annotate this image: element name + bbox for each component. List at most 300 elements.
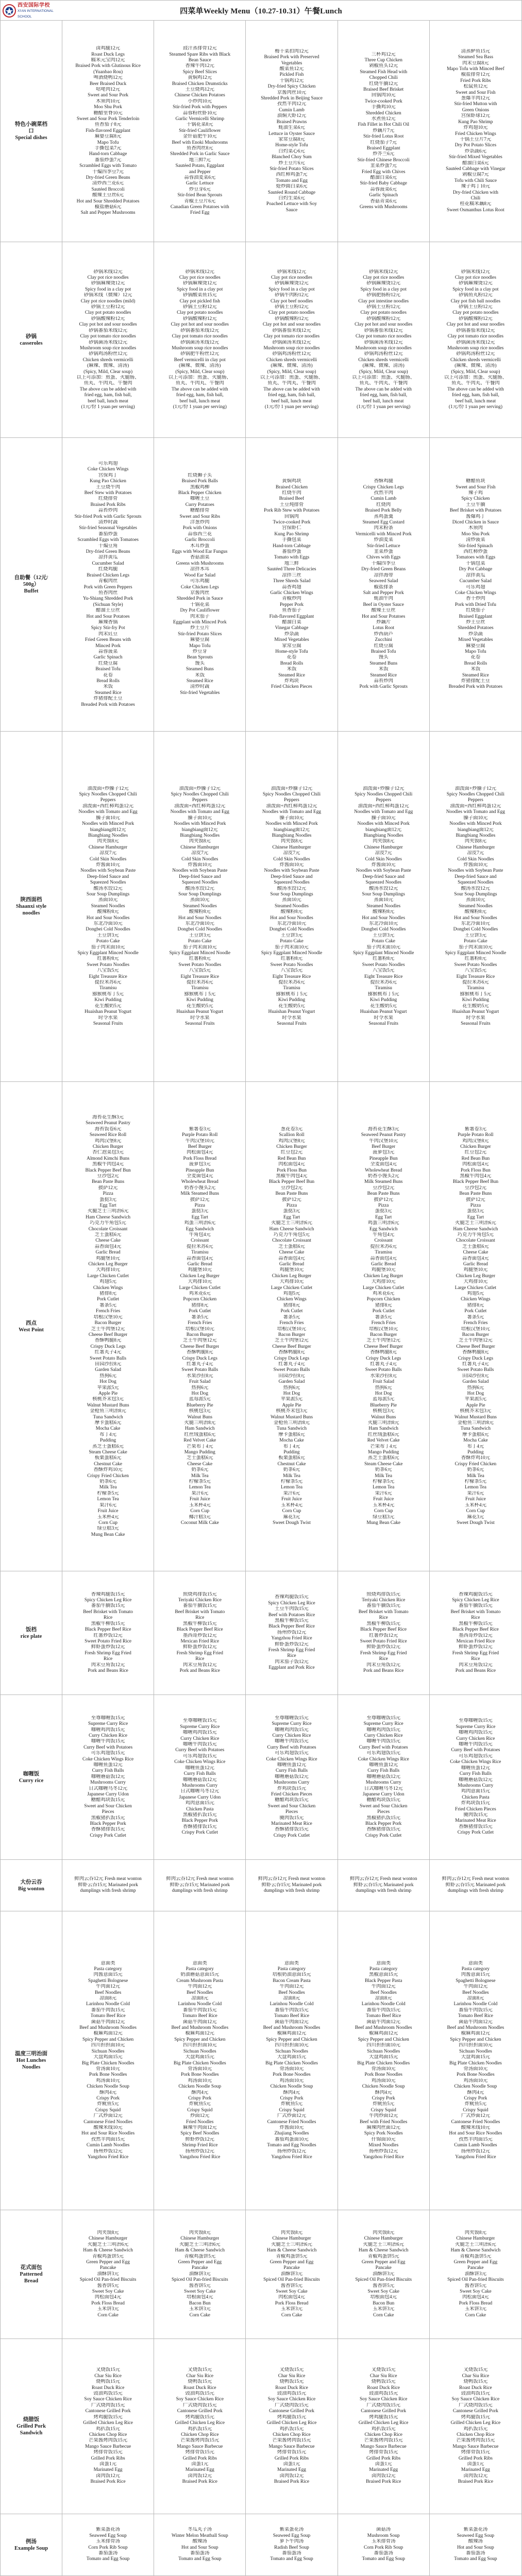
menu-item-line: 砂锅麻辣烫12元 <box>366 281 401 286</box>
menu-item-line: 猪排8元 <box>283 1302 300 1308</box>
menu-item-line: Corn Cake <box>465 2312 486 2318</box>
menu-item-line: Three Shreds Salad <box>273 579 311 584</box>
menu-item-line: Tomato and Egg Soup <box>178 2556 222 2562</box>
menu-item-line: Egg Tart <box>99 1202 116 1208</box>
menu-item-line: 炒芥兰6元 <box>373 151 395 157</box>
menu-item-line: The above can be added with <box>171 386 228 392</box>
menu-cell-day-1 <box>62 2514 154 2575</box>
menu-item-line: Noodles with Tomato and Egg <box>262 809 322 815</box>
menu-item-line: 牛肉面12元 <box>96 1984 121 1990</box>
menu-item-line: Fish-flavored Eggplant <box>269 614 314 619</box>
menu-item-line: Rice <box>379 1615 388 1621</box>
menu-cell-day-4 <box>338 242 430 437</box>
menu-item-line: Biangbiang Noodles <box>88 833 128 838</box>
menu-item-line: 炸鸡块饭15元 <box>277 1786 307 1791</box>
category-label-line: 饭档 <box>26 1626 37 1633</box>
menu-item-line: Rice <box>471 1615 480 1621</box>
menu-item-line: 炒藕片 <box>376 619 391 625</box>
menu-item-line: 热狗6元 <box>283 1385 300 1391</box>
menu-item-line: 油泼面+西红柿鸡蛋12元 <box>174 803 226 809</box>
menu-item-line: 麻婆豆腐 <box>190 637 210 643</box>
menu-item-line: 可乐鸡翅 <box>466 584 485 590</box>
menu-item-line: 干煸四季豆 <box>371 561 396 566</box>
menu-item-line: 豉油鸡饭15元 <box>93 2391 123 2397</box>
menu-item-line: Eggplant with Minced Pork <box>173 619 227 625</box>
menu-item-line: 炸鸡块饭15元 <box>461 1801 491 1806</box>
menu-item-line: Pork and Beans Rice <box>363 1668 404 1673</box>
menu-item-line: 木耳炒蛋 <box>190 543 210 549</box>
menu-item-line: Steamed Rice <box>278 672 305 678</box>
menu-item-line: Red Velvet Cake <box>367 1438 400 1444</box>
menu-cell-day-5 <box>430 2339 521 2514</box>
menu-item-line: fried egg, ham, fish ball, <box>451 393 499 398</box>
menu-item-line: Biangbiang Noodles <box>456 833 496 838</box>
menu-item-line: Fish-flavored Eggplant <box>86 128 130 133</box>
menu-item-line: 花生酸奶5元 <box>187 1003 213 1009</box>
menu-item-line: Pork Cutlet <box>280 1309 303 1314</box>
menu-item-line: Mexican Fried Rice <box>456 1638 495 1644</box>
menu-item-line: 骨汤面10元 <box>188 2066 212 2072</box>
menu-item-line: 红薯丸子4元 <box>187 1361 213 1367</box>
menu-item-line: Hot Dog <box>467 1391 484 1396</box>
menu-item-line: Black Pepper Beef Rice <box>85 1627 131 1633</box>
menu-item-line: 什锦面10元 <box>371 2137 396 2142</box>
menu-item-line: 火腿芝士三明治6元 <box>363 2242 405 2247</box>
menu-item-line: 鲜虾云吞15元 Marinated pork <box>78 1882 138 1888</box>
menu-item-line: Yangzhou Fried Rice <box>179 2155 221 2160</box>
menu-item-line: 披萨12元 <box>466 1197 485 1202</box>
menu-item-line: 砂锅酸辣粉12元 <box>91 316 125 321</box>
menu-item-line: Cantonese Fried Noodles <box>83 2119 132 2125</box>
menu-item-line: 肉夹馍8元 <box>97 839 119 844</box>
menu-item-line: 时令水果 <box>98 1015 118 1021</box>
menu-item-line: Kiwi Pudding <box>462 997 490 1003</box>
menu-item-line: Beef and Mushroom Noodles <box>171 2025 229 2031</box>
menu-item-line: Big Plate Chicken Noodles <box>81 2060 134 2066</box>
menu-item-line: 花生酸奶5元 <box>94 1003 122 1009</box>
menu-item-line: Rice <box>195 1656 205 1662</box>
menu-item-line: Hot and Sour Noodles <box>178 915 222 921</box>
menu-item-line: 肉夹馍8元 <box>464 2230 486 2235</box>
menu-item-line: beef ball, lunch meat <box>455 398 496 404</box>
menu-item-line: Crispy Squid <box>463 2107 489 2113</box>
menu-item-line: 鸡扒饭15元 <box>279 2426 304 2432</box>
menu-item-line: Clay pot tomato rice noodles <box>447 334 504 340</box>
menu-item-line: 酸汤水饺12元 <box>461 886 491 891</box>
menu-item-line: Black Pepper Pork <box>181 1818 218 1824</box>
menu-item-line: 蚝油牛肉 <box>374 596 393 602</box>
menu-item-line: 肉松面包4元 <box>462 2295 489 2300</box>
menu-item-line: Ham & Cheese Sandwich <box>175 2248 225 2253</box>
menu-item-line: 西红柿炒蛋 <box>463 549 488 555</box>
menu-item-line: 照烧鸡排饭15元 <box>366 1591 401 1597</box>
menu-item-line: 麻辣肉丝面12元 <box>366 2125 401 2130</box>
menu-item-line: Yangzhou Fried Rice <box>87 2155 129 2160</box>
menu-item-line: Beef Brisket with Tomato <box>83 1609 133 1615</box>
menu-row-9 <box>1 1911 521 2210</box>
menu-item-line: Dongbei Cold Noodles <box>453 927 498 933</box>
menu-item-line: 酸辣汤 <box>468 2539 483 2545</box>
menu-item-line: 以上可添加：煎蛋、火腿肠、 <box>352 375 415 380</box>
menu-item-line: 酸汤水饺12元 <box>185 886 214 891</box>
menu-item-line: 花卷 <box>287 655 297 660</box>
menu-item-line: 茄子肉末面10元 <box>366 944 401 950</box>
menu-item-line: Eggs with Wood Ear Fungus <box>172 549 228 555</box>
menu-item-line: Noodles with Minced Pork <box>357 821 410 827</box>
menu-cell-day-2 <box>154 242 246 437</box>
menu-item-line: Fruit Juice <box>465 1497 486 1502</box>
menu-item-line: 菠萝包3元 <box>189 1162 211 1167</box>
menu-item-line: Coke Chicken Wings Rice <box>358 1756 409 1762</box>
menu-item-line: 肉夹馍8元 <box>189 839 211 844</box>
menu-item-line: 卤蛋1元 <box>375 2461 392 2467</box>
menu-item-line: Pork Floss Bun <box>277 1167 307 1173</box>
menu-item-line: 苹果派5元 <box>280 1397 303 1402</box>
menu-item-line: 肉酱意面15元 <box>93 1972 123 1978</box>
menu-item-line: 米饭 <box>378 667 389 672</box>
menu-item-line: Seaweed Egg Soup <box>89 2533 127 2538</box>
menu-item-line: Hot and Sour Potatoes <box>86 614 130 619</box>
menu-item-line: Deep-fried Sauce and <box>87 874 129 879</box>
menu-item-line: Pancake <box>283 2265 300 2271</box>
menu-item-line: Spicy Pepper and Chicken <box>82 2037 134 2042</box>
menu-item-line: 红豆包2元 <box>280 1150 303 1156</box>
menu-item-line: Pudding <box>467 1450 484 1455</box>
menu-item-line: Coke Chicken Wings <box>455 590 496 596</box>
menu-item-line: Tuna Sandwich <box>460 1426 491 1432</box>
menu-item-line: Curry Beef with Potatoes <box>175 1748 225 1753</box>
menu-item-line: 骨汤面10元 <box>463 2066 488 2072</box>
menu-item-line: Biangbiang Noodles <box>272 833 312 838</box>
menu-item-line: 扬州炒饭12元 <box>277 1630 307 1635</box>
menu-item-line: Clay pot tomato rice noodles <box>263 334 320 340</box>
menu-item-line: Tomatoes with Eggs <box>456 555 496 561</box>
menu-cell-day-3 <box>246 1695 338 1859</box>
menu-item-line: Shredded Potatoes <box>458 625 494 631</box>
menu-item-line: 薯条5元 <box>283 1314 300 1320</box>
menu-item-line: Tomato and Egg Soup <box>86 2556 130 2562</box>
menu-cell-day-1 <box>62 2210 154 2338</box>
menu-item-line: 炸酱面10元 <box>371 862 396 868</box>
menu-item-line: 炸鱿鱼5元 <box>280 2102 303 2107</box>
menu-item-line: Big Plate Chicken Noodles <box>265 2060 318 2066</box>
menu-item-line: 麻花3元 <box>467 1514 484 1520</box>
menu-item-line: Roast Duck Rice <box>367 2385 400 2391</box>
menu-item-line: 香酥猪排饭15元 <box>275 1827 309 1833</box>
menu-item-line: Cumin Lamb Noodles <box>454 2143 497 2148</box>
menu-item-line: 芒果酱烤肉饭15元 <box>364 2438 403 2444</box>
menu-item-line: 米饭 <box>287 667 297 672</box>
menu-item-line: 咖喱鱼蛋12元 <box>461 1765 491 1771</box>
menu-item-line: 酥肉4元 <box>99 2090 116 2095</box>
menu-item-line: Pork Cutlet <box>97 1297 120 1302</box>
menu-item-line: 芒果酱烤肉饭15元 <box>89 2438 128 2444</box>
menu-item-line: Braised Eggplant <box>459 614 493 619</box>
menu-item-line: 金针菇肥牛10元 <box>182 134 217 140</box>
menu-item-line: 肉夹馍8元 <box>464 839 486 844</box>
menu-item-line: Mushroom soup rice noodles <box>263 345 320 351</box>
menu-cell-day-3 <box>246 1911 338 2210</box>
menu-item-line: Roast Duck Rice <box>91 2385 125 2391</box>
menu-item-line: Deep-fried Sauce and <box>454 874 497 879</box>
menu-item-line: Steamed Noodles <box>91 903 125 909</box>
menu-item-line: 肉夹馍8元 <box>189 2230 211 2235</box>
menu-item-line: fried egg, ham, fish ball, <box>268 393 315 398</box>
menu-item-line: 玉米排骨汤 <box>371 2539 396 2545</box>
menu-item-line: 咖喱鸡肉饭15元 <box>182 1730 217 1736</box>
menu-item-line: 布丁4元 <box>283 1444 300 1449</box>
menu-item-line: 鲜虾云吞15元 Marinated pork <box>261 1882 322 1888</box>
menu-item-line: 烤鸡腿饭15元 <box>369 2414 398 2420</box>
menu-item-line: 紫菜蛋花汤 <box>279 2527 304 2533</box>
menu-item-line: Purple Potato Roll <box>182 1132 218 1138</box>
menu-item-line: French Fries <box>96 1309 121 1314</box>
menu-item-line: 干锅花菜8元 <box>187 122 213 128</box>
menu-item-line: 米饭 <box>195 672 205 678</box>
menu-cell-day-4 <box>338 2514 430 2575</box>
menu-item-line: Huaishan Peanut Yogurt <box>360 1009 407 1015</box>
menu-item-line: 提拉米苏6元 <box>462 980 489 986</box>
menu-item-line: Mushrooms Curry <box>365 1780 401 1786</box>
menu-item-line: dumplings with fresh shrimp <box>447 1888 503 1894</box>
menu-item-line: (麻辣、微辣、清汤) <box>362 363 405 369</box>
menu-item-line: 红丝绒蛋糕6元 <box>367 1432 399 1437</box>
menu-item-line: 番茄牛肉饭15元 <box>366 2007 401 2013</box>
menu-item-line: Tomato Beef Rice <box>90 2013 126 2019</box>
menu-item-line: 红烧鸡腿 <box>98 567 118 572</box>
menu-item-line: 蛋挞3元 <box>467 1209 484 1214</box>
menu-item-line: 蒸鸡蛋羹 <box>374 514 393 519</box>
menu-item-line: Bean Paste Buns <box>459 1191 492 1197</box>
menu-item-line: 板栗蛋糕6元 <box>278 1455 305 1461</box>
menu-item-line: Corn Cup <box>374 1509 393 1514</box>
menu-item-line: 松鼠鱼12元 <box>463 84 488 90</box>
menu-item-line: 砂锅番茄米线12元 <box>89 328 128 333</box>
menu-item-line: 鸡翅5元 <box>99 1279 116 1285</box>
menu-item-line: 薯条5元 <box>99 1302 116 1308</box>
menu-item-line: Breaded Pork with Potatoes <box>81 702 135 707</box>
menu-row-10 <box>1 2210 521 2339</box>
menu-item-line: Mushrooms Curry <box>90 1780 126 1786</box>
menu-item-line: Spicy Eggplant Minced Noodle <box>169 951 231 956</box>
menu-item-line: Clay pot tomato rice noodles <box>80 334 136 340</box>
menu-item-line: 牛肉炒面12元 <box>369 2113 398 2119</box>
menu-item-line: 鸡汤面10元 <box>371 2078 396 2083</box>
menu-item-line: 土豆饼3元 <box>280 933 303 938</box>
menu-item-line: Curry Potatoes <box>185 502 214 507</box>
menu-item-line: 砂锅菌汤米线12元 <box>180 340 220 345</box>
menu-item-line: Clay pot rice noodles <box>454 275 496 281</box>
menu-item-line: 臊子面10元 <box>371 815 396 821</box>
menu-item-line: Stir-fried Cauliflower <box>179 128 221 133</box>
menu-cell-day-4 <box>338 1911 430 2210</box>
menu-item-line: 清炒时蔬 <box>190 684 210 690</box>
menu-item-line: 菌菇牛肉面12元 <box>91 2019 125 2025</box>
menu-item-line: dumplings with fresh shrimp <box>172 1888 228 1894</box>
menu-item-line: 土豆饼3元 <box>373 933 395 938</box>
menu-item-line: Fresh Shrimp Egg Fried <box>176 1650 223 1656</box>
menu-item-line: Noodles with Minced Pork <box>81 821 134 827</box>
menu-item-line: 日式咖喱乌冬12元 <box>364 1786 403 1791</box>
menu-item-line: Chicken Leg Burger <box>364 1273 403 1279</box>
menu-item-line: Sweet Dough Twist <box>457 1520 495 1526</box>
menu-item-line: Curry Chicken Rice <box>89 1733 128 1738</box>
menu-item-line: 蛋挞3元 <box>283 1209 300 1214</box>
menu-item-line: Tiramisu <box>375 986 392 991</box>
menu-item-line: Soy Sauce Chicken Rice <box>176 2397 224 2402</box>
menu-item-line: 芒果布丁4元 <box>370 1444 397 1449</box>
menu-item-line: 肉夹馍8元 <box>97 2230 119 2235</box>
menu-item-line: Pork Bone Noodles <box>364 2072 402 2078</box>
menu-item-line: Shredded Pork in Beijing Sauce <box>261 96 323 101</box>
menu-item-line: 牛角包4元 <box>373 1232 395 1238</box>
menu-item-line: Noodles with Tomato and Egg <box>170 809 229 815</box>
menu-item-line: Supreme Curry Rice <box>272 1721 312 1727</box>
menu-item-line: Green Pepper and Egg <box>270 2259 314 2265</box>
category-label-line: Example Soup <box>14 2545 48 2551</box>
menu-cell-day-5 <box>430 2514 521 2575</box>
menu-item-line: 菌菇汤 <box>376 2527 391 2533</box>
menu-item-line: 凉皮7元 <box>191 851 209 856</box>
menu-item-line: Sweet and Sour Pork Tenderloin <box>76 116 140 122</box>
menu-item-line: Dongbei Cold Noodles <box>269 927 314 933</box>
menu-item-line: Spicy food in a clay pot <box>452 286 499 292</box>
menu-item-line: Purple Potato Roll <box>458 1132 494 1138</box>
menu-item-line: Spicy Chicken Leg Rice <box>452 1598 499 1603</box>
menu-item-line: 馒头 <box>195 660 205 666</box>
menu-item-line: Egg Tart <box>375 1214 392 1220</box>
menu-item-line: Black Pepper Pasta <box>365 1978 402 1984</box>
school-emblem-icon <box>3 4 16 18</box>
menu-row-7 <box>1 1695 521 1860</box>
menu-cell-day-4 <box>338 1571 430 1694</box>
menu-item-line: 照烧鸡排饭15元 <box>182 1591 217 1597</box>
menu-item-line: 红薯丸子4元 <box>278 1361 305 1367</box>
menu-item-line: Spicy Beef Noodles <box>180 2131 220 2137</box>
menu-item-line: 提拉米苏6元 <box>187 980 213 986</box>
menu-item-line: Hot Dog <box>375 1391 392 1396</box>
menu-item-line: Wholewheat Bread <box>365 1167 402 1173</box>
menu-item-line: Pancake <box>99 2265 116 2271</box>
menu-item-line: 大盘鸡面15元 <box>369 2055 398 2060</box>
menu-item-line: 麻辣香锅 <box>98 619 118 625</box>
menu-item-line: biangbiang面12元 <box>181 827 218 833</box>
menu-item-line: Cantonese Grilled Pork <box>85 2409 131 2414</box>
menu-item-line: Sweet and Sour Pork <box>88 93 129 98</box>
menu-item-line: Potato Cake <box>464 939 487 944</box>
menu-item-line: Three Cup Chicken <box>364 57 402 63</box>
menu-item-line: Chestnut Cake <box>277 1461 306 1467</box>
menu-item-line: 鸡翅5元 <box>467 1291 484 1297</box>
menu-item-line: 孜然羊肉面15元 <box>91 2137 125 2142</box>
menu-item-line: 酸辣土豆丝 <box>371 608 396 614</box>
menu-item-line: 地三鲜7元 <box>189 157 211 163</box>
menu-item-line: Spaghetti Bolognese <box>88 1978 128 1984</box>
menu-item-line: Yu-Shiang Shredded Pork <box>82 596 133 602</box>
menu-item-line: Curry Fish Balls <box>275 1768 308 1774</box>
menu-item-line: Chicken Pasta <box>186 1806 214 1812</box>
menu-item-line: Mango Sauce Barbecue <box>268 2444 315 2449</box>
menu-item-line: Beef Noodles <box>370 1990 397 1995</box>
menu-item-line: Cream Mushroom Pasta <box>176 1978 224 1984</box>
menu-item-line: Green Pepper and Egg <box>86 2259 130 2265</box>
menu-cell-day-1 <box>62 732 154 1081</box>
menu-item-line: Crispy Squid <box>187 2107 213 2113</box>
menu-item-line: 清蒸鲈鱼15元 <box>461 48 491 54</box>
menu-item-line: Cold Skin Noodles <box>89 856 127 862</box>
menu-item-line: Garlic Bread <box>279 1262 305 1267</box>
category-label <box>1 242 62 437</box>
menu-item-line: 炒西葫芦 <box>374 631 393 637</box>
menu-item-line: Spicy Pepper and Chicken <box>450 2037 501 2042</box>
menu-item-line: 油泼面+炒臊子12元 <box>363 786 405 791</box>
menu-item-line: 香酥鸭腿8元 <box>462 1350 489 1355</box>
menu-item-line: 红薯丸子4元 <box>370 1361 397 1367</box>
menu-item-line: Salt and Pepper Pork <box>363 590 404 596</box>
menu-item-line: Green Pepper and Egg <box>178 2259 222 2265</box>
menu-item-line: Fruit Salad <box>189 1379 211 1385</box>
menu-item-line: Poached Lettuce with Soy <box>266 201 317 207</box>
menu-item-line: 大盘鸡面15元 <box>185 2055 214 2060</box>
menu-item-line: 菠萝包3元 <box>373 1150 395 1156</box>
menu-item-line: 剁椒豆腐7元 <box>462 172 489 178</box>
menu-item-line: 芝士蛋糕6元 <box>94 1232 122 1238</box>
menu-item-line: (1元/份 1 yuan per serving) <box>264 404 319 410</box>
menu-item-line: 红烧排骨 <box>98 496 118 502</box>
menu-item-line: (Spicy, Mild, Clear soup) <box>267 369 316 375</box>
menu-item-line: 炸酱面10元 <box>96 862 121 868</box>
menu-item-line: Pork Cutlet <box>189 1309 211 1314</box>
menu-item-line: Cantonese Grilled Pork <box>268 2409 314 2414</box>
menu-item-line: Black Pepper Beef Rice <box>360 1627 407 1633</box>
menu-item-line: Bread Rolls <box>280 660 304 666</box>
menu-item-line: Bacon Burger <box>278 1332 306 1337</box>
menu-item-line: Beef with Fried Noodles <box>359 2119 408 2125</box>
menu-item-line: Potato Cake <box>372 939 395 944</box>
menu-item-line: 炸鱿鱼5元 <box>373 2102 395 2107</box>
menu-item-line: 红薯粉8元 <box>97 956 119 962</box>
menu-item-line: Sweet Dough Twist <box>273 1520 311 1526</box>
menu-item-line: Crispy Pork <box>96 2095 120 2101</box>
menu-item-line: 八宝饭5元 <box>373 968 395 974</box>
menu-item-line: Ham Cheese Sandwich <box>269 1226 314 1232</box>
menu-item-line: Steamed Spare Ribs with Black <box>169 52 231 57</box>
menu-item-line: Wholewheat Bread <box>181 1179 218 1185</box>
menu-cell-day-2 <box>154 1695 246 1859</box>
menu-item-line: 扬州炒饭12元 <box>461 2148 491 2154</box>
menu-item-line: 鱼香茄子 <box>282 608 301 614</box>
menu-item-line: Sweet Potato Fried Rice <box>85 1638 132 1644</box>
menu-item-line: 鸡汤面10元 <box>463 2078 488 2083</box>
menu-item-line: Chocolate Croissant <box>456 1238 495 1244</box>
menu-item-line: 豉油鸡饭15元 <box>461 2391 491 2397</box>
menu-item-line: 八宝饭5元 <box>97 968 119 974</box>
menu-item-line: 青椒炒肉 <box>282 596 301 602</box>
menu-item-line: Vermicelli with Minced Pork <box>355 531 412 537</box>
menu-item-line: Dongbei Cold Noodles <box>177 927 223 933</box>
menu-item-line: Cantonese Fried Noodles <box>267 2119 316 2125</box>
menu-item-line: 至尊咖喱饭15元 <box>91 1715 125 1721</box>
menu-item-line: 香辣鸡腿饭15元 <box>91 1591 125 1597</box>
menu-item-line: 东北冷面10元 <box>277 921 307 927</box>
menu-item-line: 牛肉面12元 <box>371 1984 396 1990</box>
menu-item-line: Fruit Salad <box>373 1379 394 1385</box>
category-label-line: 自助餐（12元/ <box>14 575 48 581</box>
menu-item-line: 意面类 <box>284 1960 299 1966</box>
menu-item-line: 鸡肉汉堡8元 <box>94 1138 122 1144</box>
menu-item-line: 红烧茄子 <box>466 608 485 614</box>
menu-item-line: Cantonese Grilled Pork <box>361 2409 407 2414</box>
